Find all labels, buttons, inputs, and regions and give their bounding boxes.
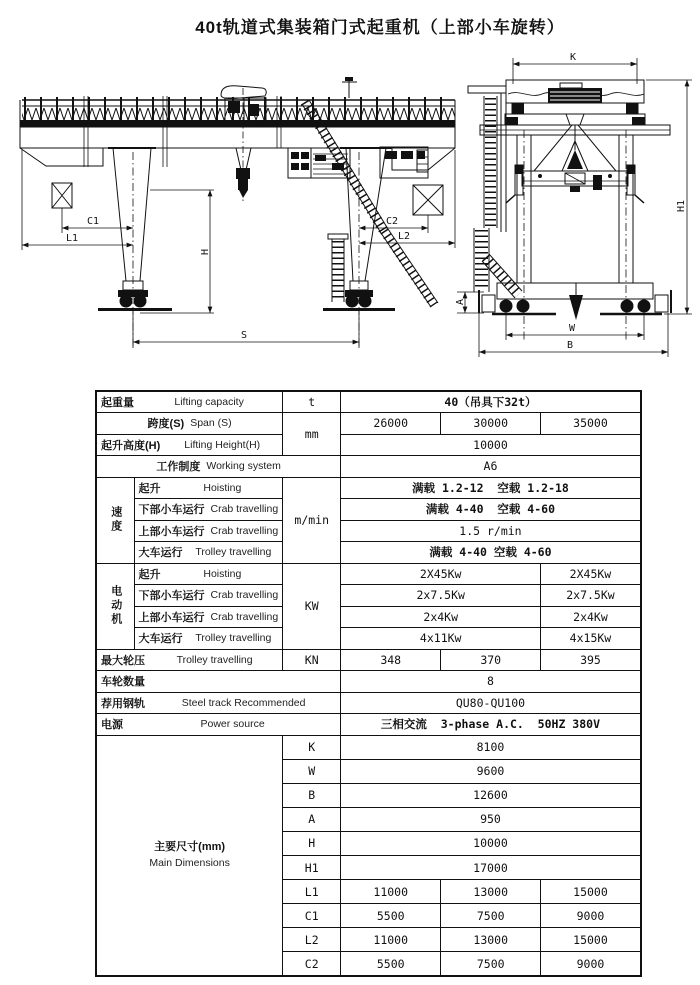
container-symbol-right — [413, 185, 443, 215]
value-working-system: A6 — [341, 456, 641, 478]
dim-value-c1-3: 9000 — [541, 904, 641, 928]
value-wheel-quantity: 8 — [341, 671, 641, 693]
dim-key-l2: L2 — [283, 928, 341, 952]
value-motor-lower-crab-3: 2x7.5Kw — [541, 585, 641, 607]
dim-value-l2-2: 13000 — [441, 928, 541, 952]
unit-speed: m/min — [283, 477, 341, 563]
side-view — [455, 52, 692, 357]
dim-value-l1-3: 15000 — [541, 880, 641, 904]
value-motor-upper-crab-3: 2x4Kw — [541, 606, 641, 628]
spec-table — [95, 390, 642, 977]
dim-value-h: 10000 — [341, 831, 641, 855]
row-lifting-capacity — [96, 391, 641, 413]
label-en: Lifting capacity — [174, 396, 244, 408]
value-motor-travelling-3: 4x15Kw — [541, 628, 641, 650]
row-motor-travelling — [96, 628, 641, 650]
row-speed-lower-crab — [96, 499, 641, 521]
label-speed-lower-crab: 下部小车运行 Crab travelling — [134, 499, 283, 521]
dim-label-b: B — [566, 340, 574, 351]
label-motor-hoisting: 起升 Hoisting — [134, 563, 283, 585]
dim-label-l1: L1 — [65, 233, 79, 244]
antenna-mast — [342, 77, 357, 98]
value-wheel-load-2: 370 — [441, 649, 541, 671]
value-motor-lower-crab-12: 2x7.5Kw — [341, 585, 541, 607]
label-motor-lower-crab: 下部小车运行 Crab travelling — [134, 585, 283, 607]
row-max-wheel-load — [96, 649, 641, 671]
dim-value-c1-2: 7500 — [441, 904, 541, 928]
dim-value-l2-1: 11000 — [341, 928, 441, 952]
electrical-house — [380, 147, 428, 178]
front-view — [20, 77, 455, 348]
group-motor: 电动机 — [96, 563, 134, 649]
label-motor-upper-crab: 上部小车运行 Crab travelling — [134, 606, 283, 628]
label-power-source: 电源 Power source — [96, 714, 341, 736]
unit-motor: KW — [283, 563, 341, 649]
row-motor-lower-crab — [96, 585, 641, 607]
dim-label-a: A — [455, 298, 466, 306]
row-lifting-height — [96, 434, 641, 456]
front-left-leg — [98, 148, 172, 346]
stairway — [302, 100, 438, 307]
value-speed-travelling: 满载 4-40 空载 4-60 — [341, 542, 641, 564]
dim-label-k: K — [569, 52, 577, 63]
label-working-system: 工作制度 Working system — [96, 456, 341, 478]
label-max-wheel-load: 最大轮压 Trolley travelling — [96, 649, 283, 671]
value-motor-hoisting-3: 2X45Kw — [541, 563, 641, 585]
dim-key-c1: C1 — [283, 904, 341, 928]
value-lifting-height: 10000 — [341, 434, 641, 456]
row-power-source — [96, 714, 641, 736]
spreader — [506, 125, 644, 203]
unit-span: mm — [283, 413, 341, 456]
value-motor-travelling-12: 4x11Kw — [341, 628, 541, 650]
label-lifting-capacity — [96, 391, 283, 413]
dim-key-w: W — [283, 759, 341, 783]
label-motor-travelling: 大车运行 Trolley travelling — [134, 628, 283, 650]
label-lifting-height: 起升高度(H) Lifting Height(H) — [96, 434, 283, 456]
value-span-30000: 30000 — [441, 413, 541, 435]
value-span-35000: 35000 — [541, 413, 641, 435]
value-lifting-capacity: 40（吊具下32t） — [341, 391, 641, 413]
value-wheel-load-3: 395 — [541, 649, 641, 671]
dim-value-w: 9600 — [341, 759, 641, 783]
row-motor-hoisting — [96, 563, 641, 585]
dim-key-k: K — [283, 735, 341, 759]
dim-value-c2-3: 9000 — [541, 952, 641, 976]
dim-label-h: H — [200, 248, 211, 256]
row-speed-travelling — [96, 542, 641, 564]
group-speed: 速度 — [96, 477, 134, 563]
value-motor-hoisting-12: 2X45Kw — [341, 563, 541, 585]
label-zh: 起重量 — [101, 397, 134, 409]
dim-value-b: 12600 — [341, 783, 641, 807]
dim-value-l2-3: 15000 — [541, 928, 641, 952]
dim-key-h1: H1 — [283, 855, 341, 879]
dim-key-b: B — [283, 783, 341, 807]
dim-value-c2-1: 5500 — [341, 952, 441, 976]
value-speed-lower-crab: 满载 4-40 空载 4-60 — [341, 499, 641, 521]
dim-key-l1: L1 — [283, 880, 341, 904]
value-steel-track: QU80-QU100 — [341, 692, 641, 714]
value-motor-upper-crab-12: 2x4Kw — [341, 606, 541, 628]
value-wheel-load-1: 348 — [341, 649, 441, 671]
row-steel-track — [96, 692, 641, 714]
row-span — [96, 413, 641, 435]
label-speed-hoisting: 起升 Hoisting — [134, 477, 283, 499]
dim-key-a: A — [283, 807, 341, 831]
dim-label-c2: C2 — [385, 216, 399, 227]
row-speed-hoisting — [96, 477, 641, 499]
dim-value-a: 950 — [341, 807, 641, 831]
row-working-system — [96, 456, 641, 478]
dim-value-c2-2: 7500 — [441, 952, 541, 976]
label-speed-upper-crab: 上部小车运行 Crab travelling — [134, 520, 283, 542]
label-steel-track: 荐用钢轨 Steel track Recommended — [96, 692, 341, 714]
container-symbol-left — [52, 183, 72, 208]
value-power-source: 三相交流 3-phase A.C. 50HZ 380V — [341, 714, 641, 736]
sill-and-wheels — [479, 283, 671, 320]
row-motor-upper-crab — [96, 606, 641, 628]
dim-label-h1: H1 — [676, 199, 687, 213]
dim-label-l2: L2 — [397, 231, 411, 242]
group-main-dimensions: 主要尺寸(mm) Main Dimensions — [96, 735, 283, 976]
dim-label-w: W — [568, 323, 576, 334]
dim-key-h: H — [283, 831, 341, 855]
dim-value-k: 8100 — [341, 735, 641, 759]
sheet-title: 40t轨道式集装箱门式起重机（上部小车旋转） — [195, 18, 565, 37]
dim-label-s: S — [240, 330, 248, 341]
side-trolley — [505, 83, 645, 125]
row-wheel-quantity — [96, 671, 641, 693]
dim-key-c2: C2 — [283, 952, 341, 976]
label-speed-travelling: 大车运行 Trolley travelling — [134, 542, 283, 564]
label-span: 跨度(S) Span (S) — [96, 413, 283, 435]
value-span-26000: 26000 — [341, 413, 441, 435]
dim-value-h1: 17000 — [341, 855, 641, 879]
dim-label-c1: C1 — [86, 216, 100, 227]
row-dim-k — [96, 735, 641, 759]
dim-value-l1-1: 11000 — [341, 880, 441, 904]
row-speed-upper-crab — [96, 520, 641, 542]
unit-max-wheel-load: KN — [283, 649, 341, 671]
value-speed-hoisting: 满载 1.2-12 空载 1.2-18 — [341, 477, 641, 499]
technical-drawings — [0, 0, 700, 388]
label-wheel-quantity: 车轮数量 — [96, 671, 341, 693]
dim-value-l1-2: 13000 — [441, 880, 541, 904]
dim-value-c1-1: 5500 — [341, 904, 441, 928]
value-speed-upper-crab: 1.5 r/min — [341, 520, 641, 542]
unit-lifting-capacity: t — [283, 391, 341, 413]
